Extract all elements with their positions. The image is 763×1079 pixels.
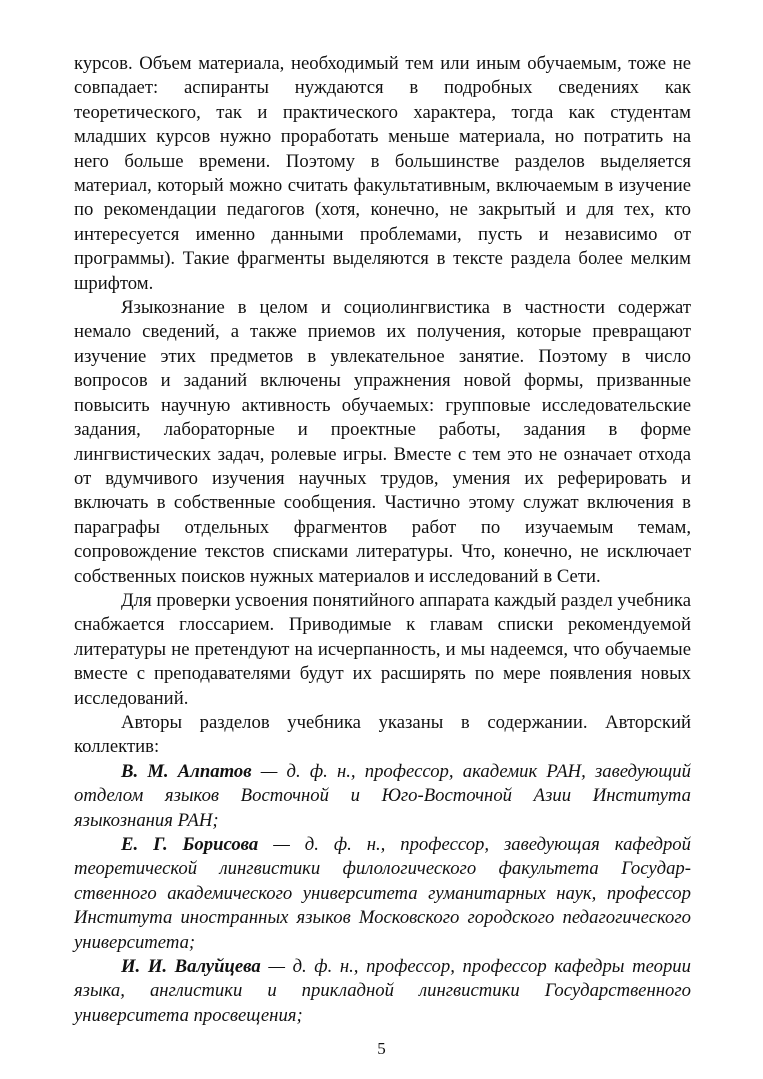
author-entry bbox=[74, 955, 691, 1028]
author-name: И. И. Валуйцева bbox=[121, 956, 261, 978]
author-description: — д. ф. н., профессор, заведующая кафедрой теоретической лингвистики филологического факультета Государственного академического университета гуманитарных наук, профессор Института иностранных языков Московского городского педагогического университета; bbox=[74, 834, 691, 953]
author-name: В. М. Алпатов bbox=[121, 760, 252, 782]
paragraph-glossary: Для проверки усвоения понятийного аппарата каждый раздел учебника снабжается глоссарием. Приводимые к главам списки рекомендуемой литературы не претендуют на исчерпанность, и мы надеемся, что обучаемые вместе с преподавателями будут их расширять по мере появления новых исследований. bbox=[74, 589, 691, 709]
paragraph-continuation: курсов. Объем материала, необходимый тем или иным обучаемым, тоже не совпадает: аспиранты нуждаются в подробных сведениях как теоретического, так и практического характера, тогда как студентам младших курсов нужно проработать меньше материала, но потратить на него больше времени. Поэтому в большинстве разделов выделяется материал, который можно считать факультативным, включаемым в изучение по рекомендации педагогов (хотя, конечно, не закрытый и для тех, кто интересуется именно данными проблемами, пусть и независимо от программы). Такие фрагменты выделяются в тексте раздела более мелким шрифтом. bbox=[74, 53, 691, 294]
author-description: — д. ф. н., профессор, академик РАН, заведующий отделом языков Восточной и Юго-Восточной Азии Института языкознания РАН; bbox=[74, 760, 691, 831]
page-body bbox=[74, 52, 691, 1028]
author-entry bbox=[74, 760, 691, 833]
page-number: 5 bbox=[377, 1039, 386, 1058]
paragraph-authors-intro: Авторы разделов учебника указаны в содержании. Авторский коллектив: bbox=[74, 711, 691, 758]
author-description: — д. ф. н., профессор, профессор кафедры теории языка, англистики и прикладной лингвистики Государственного университета просвещения; bbox=[74, 956, 691, 1026]
paragraph-linguistics: Языкознание в целом и социолингвистика в частности содержат немало сведений, а также приемов их получения, которые превращают изучение этих предметов в увлекательное занятие. Поэтому в число вопросов и заданий включены упражнения новой формы, призванные повысить научную активность обучаемых: групповые исследовательские задания, лабораторные и проектные работы, задания в форме лингвистических задач, ролевые игры. Вместе с тем это не означает отхода от вдумчивого изучения научных трудов, умения их реферировать и включать в собственные сообщения. Частично этому служат включения в параграфы отдельных фрагментов работ по изучаемым темам, сопровождение текстов списками литературы. Что, конечно, не исключает собственных поисков нужных материалов и исследований в Сети. bbox=[74, 297, 691, 587]
author-name: Е. Г. Борисова bbox=[121, 834, 259, 855]
author-entry bbox=[74, 833, 691, 955]
